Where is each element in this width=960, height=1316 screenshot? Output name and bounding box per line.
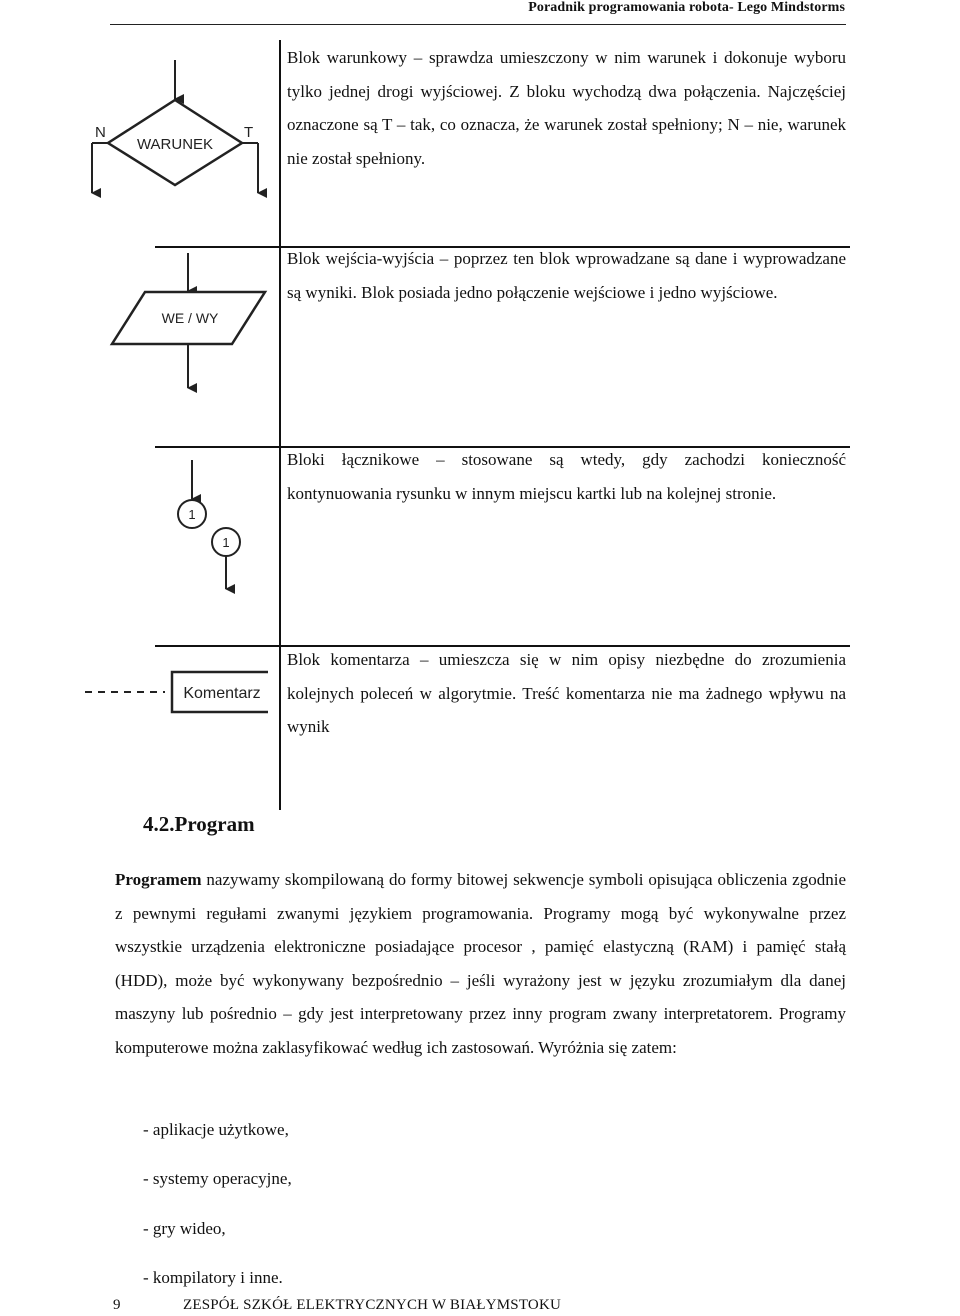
decision-block-description: Blok warunkowy – sprawdza umieszczony w nim warunek i dokonuje wyboru tylko jednej drogi wyjściowej. Z bloku wychodzą dwa połączenia. Najczęściej oznaczone są T – tak, co oznacza, że warunek został spełniony; N – nie, warunek nie został spełniony. bbox=[287, 48, 846, 168]
comment-label: Komentarz bbox=[183, 685, 261, 702]
section-title: Program bbox=[174, 812, 255, 836]
connector-block-description: Bloki łącznikowe – stosowane są wtedy, gdy zachodzi konieczność kontynuowania rysunku w innym miejscu kartki lub na kolejnej stronie. bbox=[287, 450, 846, 503]
yes-label: T bbox=[244, 124, 254, 141]
list-item: - aplikacje użytkowe, bbox=[143, 1120, 289, 1139]
connector-out-label: 1 bbox=[222, 535, 230, 550]
section-paragraph bbox=[115, 863, 846, 1064]
paragraph-body: nazywamy skompilowaną do formy bitowej sekwencje symboli opisująca obliczenia zgodnie z pewnymi regułami zwanymi językiem programowania. Programy mogą być wykonywalne przez wszystkie urządzenia elektroniczne posiadające procesor , pamięć elastyczną (RAM) i pamięć stałą (HDD), może być wykonywany bezpośrednio – jeśli wyrażony jest w języku zrozumiałym dla danej maszyny lub pośrednio – gdy jest interpretowany przez inny program zwany interpretatorem. Programy komputerowe można zaklasyfikować według ich zastosowań. Wyróżnia się zatem: bbox=[115, 870, 846, 1057]
page-number: 9 bbox=[113, 1297, 121, 1313]
list-item: - gry wideo, bbox=[143, 1219, 226, 1238]
connector-block-symbol bbox=[170, 455, 270, 595]
footer-school-name: ZESPÓŁ SZKÓŁ ELEKTRYCZNYCH W BIAŁYMSTOKU bbox=[183, 1297, 562, 1313]
comment-block-symbol bbox=[80, 660, 275, 730]
io-block-symbol bbox=[105, 250, 275, 395]
section-number: 4.2. bbox=[143, 812, 175, 836]
io-block-description: Blok wejścia-wyjścia – poprzez ten blok wprowadzane są dane i wyprowadzane są wyniki. Blok posiada jedno połączenie wejściowe i jedno wyjściowe. bbox=[287, 249, 846, 302]
page-header-title: Poradnik programowania robota- Lego Mindstorms bbox=[528, 0, 845, 15]
decision-block-symbol bbox=[70, 55, 275, 205]
condition-label: WARUNEK bbox=[136, 136, 214, 153]
comment-block-description: Blok komentarza – umieszcza się w nim opisy niezbędne do zrozumienia kolejnych poleceń w algorytmie. Treść komentarza nie ma żadnego wpływu na wynik bbox=[287, 650, 846, 736]
header-rule bbox=[110, 24, 846, 25]
list-item: - kompilatory i inne. bbox=[143, 1268, 283, 1287]
io-label: WE / WY bbox=[161, 310, 219, 326]
connector-in-label: 1 bbox=[188, 507, 196, 522]
table-vertical-divider bbox=[279, 40, 281, 810]
no-label: N bbox=[95, 124, 106, 141]
paragraph-lead-term: Programem bbox=[115, 870, 202, 889]
section-heading bbox=[143, 812, 255, 837]
list-item: - systemy operacyjne, bbox=[143, 1169, 292, 1188]
